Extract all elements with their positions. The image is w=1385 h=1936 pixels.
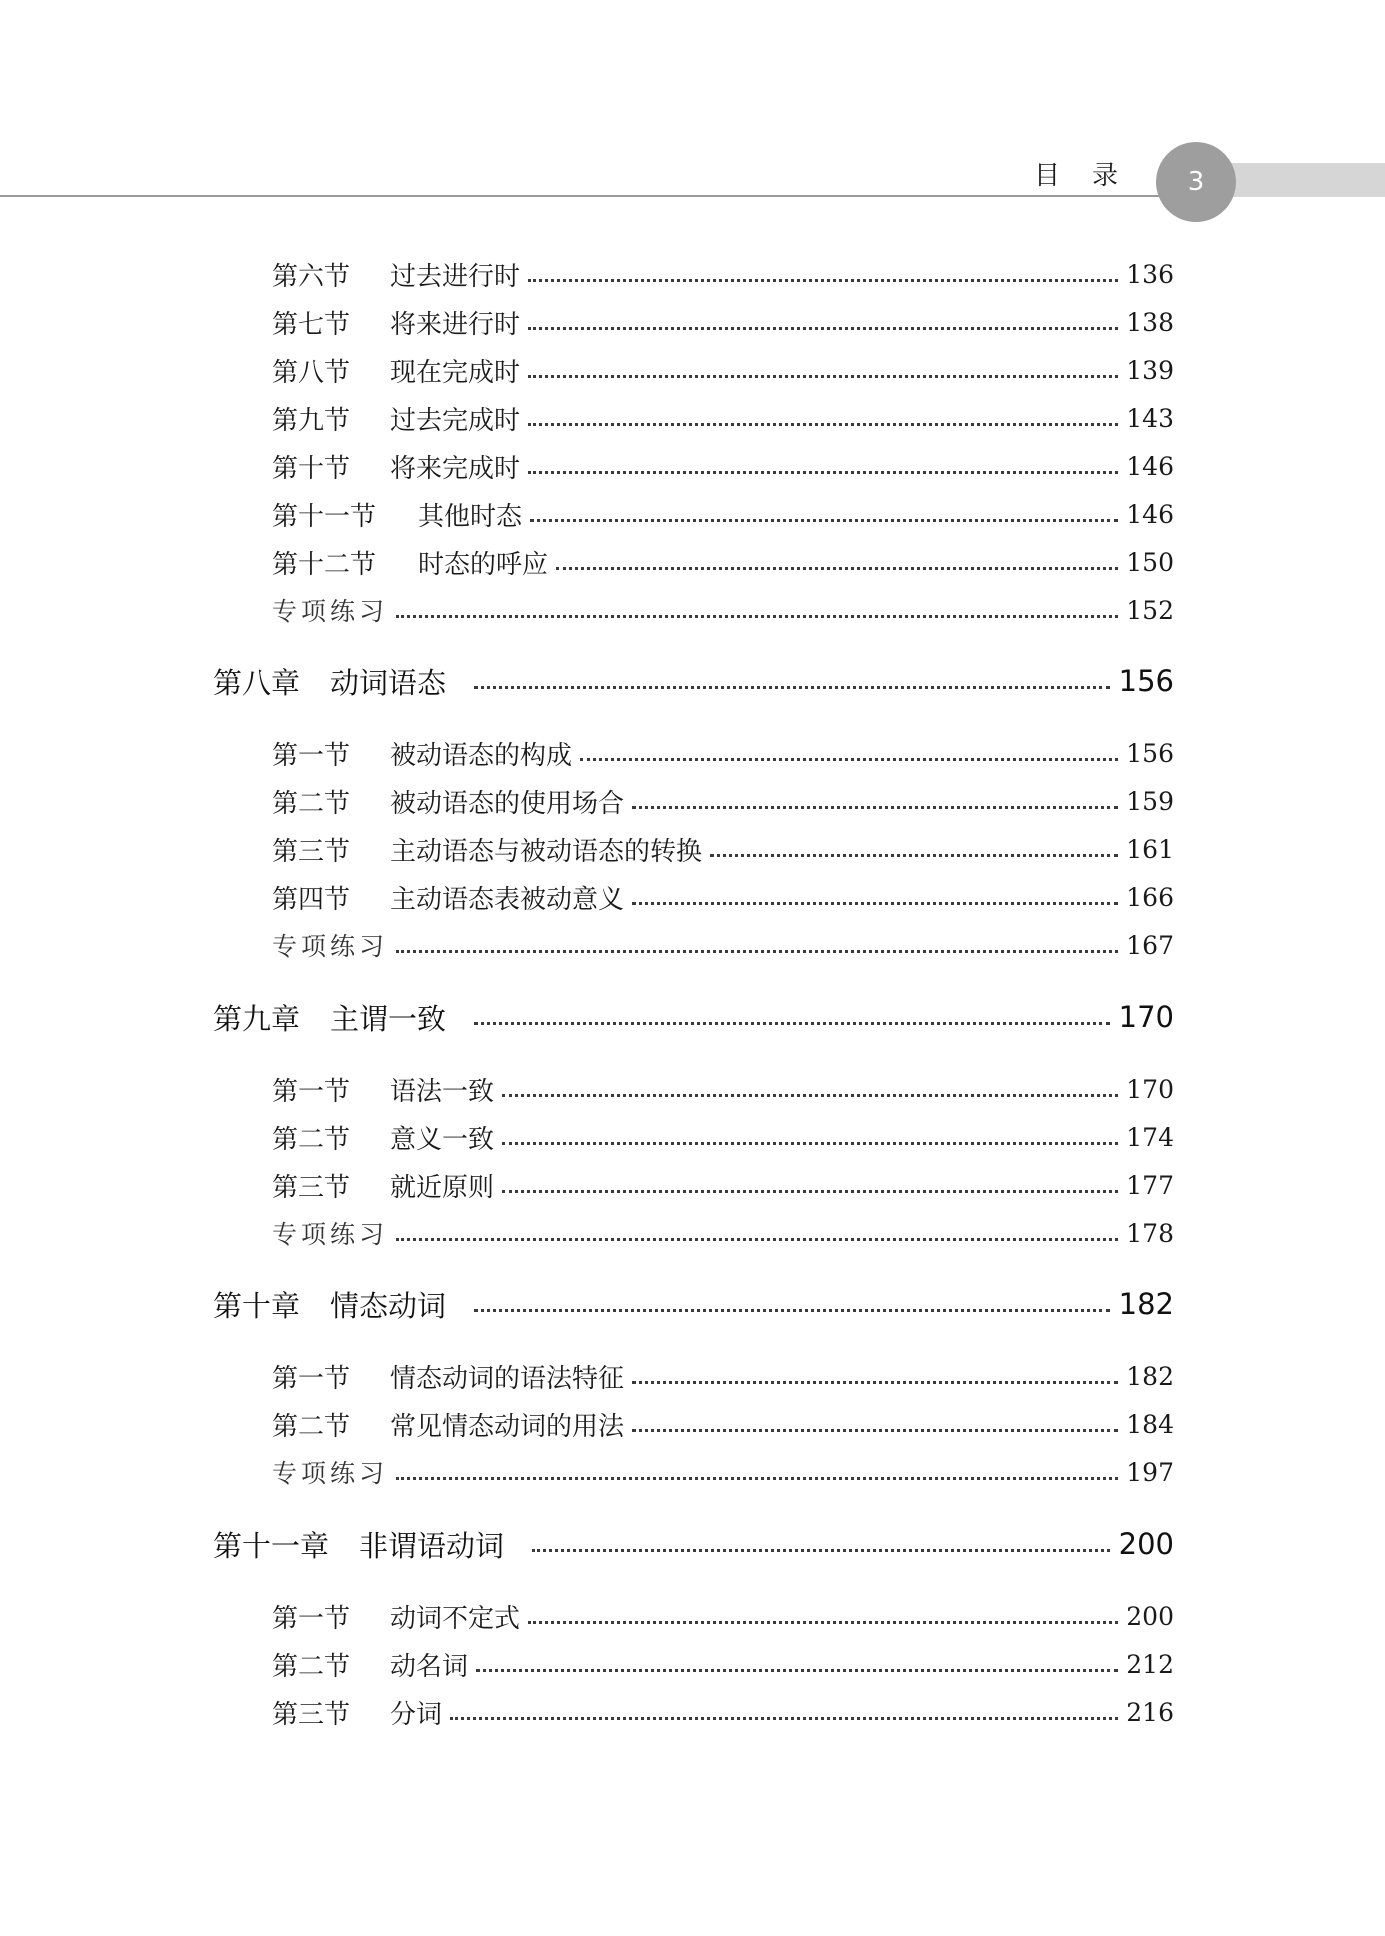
- toc-section-entry[interactable]: [0, 1069, 1174, 1109]
- toc-entry-label: [213, 1284, 446, 1325]
- toc-entry-label: [272, 448, 520, 485]
- toc-entry-number: 第十节: [272, 453, 351, 484]
- toc-entry-title: 主谓一致: [330, 1001, 447, 1036]
- toc-entry-page-number: 156: [1118, 664, 1174, 698]
- toc-entry-number: 第一节: [272, 1603, 351, 1634]
- toc-entry-page-number: 167: [1126, 930, 1174, 960]
- toc-entry-number: 第一节: [272, 740, 351, 771]
- toc-entry-page-number: 178: [1126, 1218, 1174, 1248]
- toc-entry-number: 第二节: [272, 1651, 351, 1682]
- toc-entry-number: 第十二节: [272, 549, 377, 580]
- toc-entry-number: 第十一节: [272, 501, 377, 532]
- toc-entry-page-number: 138: [1126, 307, 1174, 337]
- toc-entry-number: 第十一章: [213, 1528, 330, 1563]
- toc-chapter-entry[interactable]: [0, 997, 1174, 1037]
- toc-exercise-entry[interactable]: [0, 1452, 1174, 1492]
- toc-section-entry[interactable]: [0, 1692, 1174, 1732]
- toc-entry-label: [272, 783, 624, 820]
- toc-section-entry[interactable]: [0, 1404, 1174, 1444]
- toc-entry-label: [272, 1358, 624, 1395]
- dot-leader: [580, 758, 1118, 761]
- toc-entry-number: 第三节: [272, 836, 351, 867]
- toc-exercise-entry[interactable]: [0, 590, 1174, 630]
- toc-entry-page-number: 136: [1126, 259, 1174, 289]
- running-header-title: 目录: [1033, 161, 1150, 191]
- toc-section-entry[interactable]: [0, 1356, 1174, 1396]
- toc-entry-title: 其他时态: [418, 501, 523, 532]
- toc-entry-page-number: 197: [1126, 1457, 1174, 1487]
- dot-leader: [396, 1477, 1118, 1480]
- toc-entry-page-number: 200: [1126, 1601, 1174, 1631]
- toc-entry-number: 第九节: [272, 405, 351, 436]
- toc-section-entry[interactable]: [0, 254, 1174, 294]
- toc-entry-title: 将来进行时: [390, 309, 521, 340]
- toc-entry-number: 第二节: [272, 788, 351, 819]
- toc-entry-page-number: 177: [1126, 1170, 1174, 1200]
- toc-entry-title: 分词: [390, 1699, 443, 1730]
- dot-leader: [528, 423, 1118, 426]
- page-number-badge: 3: [1156, 142, 1236, 222]
- toc-entry-label: [272, 1454, 388, 1490]
- dot-leader: [474, 1309, 1110, 1312]
- toc-entry-page-number: 156: [1126, 738, 1174, 768]
- toc-entry-label: [272, 304, 520, 341]
- toc-section-entry[interactable]: [0, 446, 1174, 486]
- toc-exercise-entry[interactable]: [0, 1213, 1174, 1253]
- toc-entry-title: 专项练习: [272, 597, 389, 626]
- toc-entry-title: 语法一致: [390, 1076, 495, 1107]
- toc-entry-page-number: 166: [1126, 882, 1174, 912]
- dot-leader: [632, 806, 1118, 809]
- toc-section-entry[interactable]: [0, 1596, 1174, 1636]
- toc-entry-label: [272, 544, 548, 581]
- dot-leader: [632, 902, 1118, 905]
- toc-section-entry[interactable]: [0, 1644, 1174, 1684]
- toc-entry-page-number: 159: [1126, 786, 1174, 816]
- toc-entry-page-number: 184: [1126, 1409, 1174, 1439]
- toc-entry-number: 第一节: [272, 1363, 351, 1394]
- dot-leader: [556, 567, 1118, 570]
- toc-entry-title: 情态动词: [330, 1288, 447, 1323]
- toc-entry-page-number: 143: [1126, 403, 1174, 433]
- toc-chapter-entry[interactable]: [0, 661, 1174, 701]
- toc-entry-label: [272, 1598, 520, 1635]
- toc-entry-page-number: 146: [1126, 499, 1174, 529]
- toc-section-entry[interactable]: [0, 877, 1174, 917]
- toc-section-entry[interactable]: [0, 350, 1174, 390]
- toc-entry-title: 被动语态的构成: [390, 740, 573, 771]
- dot-leader: [530, 519, 1118, 522]
- toc-entry-label: [213, 1524, 504, 1565]
- toc-entry-title: 现在完成时: [390, 357, 521, 388]
- dot-leader: [710, 854, 1118, 857]
- toc-entry-number: 第三节: [272, 1172, 351, 1203]
- dot-leader: [528, 471, 1118, 474]
- toc-entry-label: [213, 661, 446, 702]
- toc-entry-title: 过去进行时: [390, 261, 521, 292]
- toc-entry-title: 动词不定式: [390, 1603, 521, 1634]
- toc-entry-page-number: 182: [1126, 1361, 1174, 1391]
- toc-entry-title: 就近原则: [390, 1172, 495, 1203]
- dot-leader: [528, 1621, 1118, 1624]
- toc-entry-number: 第七节: [272, 309, 351, 340]
- toc-entry-title: 被动语态的使用场合: [390, 788, 625, 819]
- toc-entry-title: 意义一致: [390, 1124, 495, 1155]
- toc-entry-page-number: 200: [1118, 1527, 1174, 1561]
- toc-section-entry[interactable]: [0, 542, 1174, 582]
- toc-section-entry[interactable]: [0, 781, 1174, 821]
- toc-entry-number: 第一节: [272, 1076, 351, 1107]
- toc-chapter-entry[interactable]: [0, 1524, 1174, 1564]
- toc-entry-label: [272, 831, 702, 868]
- toc-section-entry[interactable]: [0, 494, 1174, 534]
- toc-entry-title: 动词语态: [330, 665, 447, 700]
- toc-entry-label: [272, 352, 520, 389]
- toc-exercise-entry[interactable]: [0, 925, 1174, 965]
- dot-leader: [528, 327, 1118, 330]
- toc-entry-page-number: 212: [1126, 1649, 1174, 1679]
- toc-entry-label: [272, 879, 624, 916]
- toc-section-entry[interactable]: [0, 1117, 1174, 1157]
- dot-leader: [502, 1142, 1118, 1145]
- dot-leader: [502, 1190, 1118, 1193]
- toc-entry-title: 动名词: [390, 1651, 469, 1682]
- toc-entry-title: 常见情态动词的用法: [390, 1411, 625, 1442]
- toc-entry-number: 第二节: [272, 1124, 351, 1155]
- toc-entry-label: [272, 1646, 468, 1683]
- dot-leader: [474, 686, 1110, 689]
- toc-entry-page-number: 146: [1126, 451, 1174, 481]
- toc-section-entry[interactable]: [0, 302, 1174, 342]
- toc-entry-title: 非谓语动词: [359, 1528, 505, 1563]
- toc-entry-label: [272, 735, 572, 772]
- dot-leader: [632, 1429, 1118, 1432]
- toc-entry-title: 情态动词的语法特征: [390, 1363, 625, 1394]
- toc-entry-page-number: 174: [1126, 1122, 1174, 1152]
- toc-entry-number: 第八章: [213, 665, 301, 700]
- toc-entry-number: 第三节: [272, 1699, 351, 1730]
- toc-entry-label: [272, 927, 388, 963]
- toc-entry-title: 主动语态表被动意义: [390, 884, 625, 915]
- toc-entry-number: 第六节: [272, 261, 351, 292]
- dot-leader: [474, 1022, 1110, 1025]
- toc-entry-number: 第四节: [272, 884, 351, 915]
- toc-entry-title: 专项练习: [272, 1220, 389, 1249]
- toc-entry-page-number: 182: [1118, 1287, 1174, 1321]
- toc-section-entry[interactable]: [0, 733, 1174, 773]
- dot-leader: [528, 375, 1118, 378]
- dot-leader: [396, 1238, 1118, 1241]
- dot-leader: [528, 279, 1118, 282]
- toc-entry-label: [213, 997, 446, 1038]
- toc-chapter-entry[interactable]: [0, 1284, 1174, 1324]
- toc-entry-title: 将来完成时: [390, 453, 521, 484]
- dot-leader: [396, 950, 1118, 953]
- dot-leader: [502, 1094, 1118, 1097]
- toc-entry-label: [272, 1406, 624, 1443]
- toc-entry-label: [272, 1119, 494, 1156]
- toc-section-entry[interactable]: [0, 829, 1174, 869]
- toc-entry-label: [272, 1167, 494, 1204]
- toc-entry-label: [272, 400, 520, 437]
- toc-entry-title: 专项练习: [272, 1459, 389, 1488]
- toc-entry-page-number: 139: [1126, 355, 1174, 385]
- toc-entry-page-number: 161: [1126, 834, 1174, 864]
- toc-entry-title: 专项练习: [272, 932, 389, 961]
- toc-section-entry[interactable]: [0, 398, 1174, 438]
- toc-entry-label: [272, 592, 388, 628]
- toc-entry-number: 第八节: [272, 357, 351, 388]
- toc-entry-label: [272, 496, 522, 533]
- dot-leader: [396, 615, 1118, 618]
- dot-leader: [632, 1381, 1118, 1384]
- toc-entry-page-number: 170: [1126, 1074, 1174, 1104]
- toc-entry-number: 第十章: [213, 1288, 301, 1323]
- header-rule: [0, 195, 1180, 197]
- dot-leader: [532, 1549, 1110, 1552]
- toc-entry-page-number: 152: [1126, 595, 1174, 625]
- toc-section-entry[interactable]: [0, 1165, 1174, 1205]
- dot-leader: [476, 1669, 1118, 1672]
- toc-entry-page-number: 170: [1118, 1000, 1174, 1034]
- toc-entry-page-number: 150: [1126, 547, 1174, 577]
- toc-entry-number: 第二节: [272, 1411, 351, 1442]
- toc-entry-number: 第九章: [213, 1001, 301, 1036]
- toc-entry-title: 主动语态与被动语态的转换: [390, 836, 703, 867]
- toc-entry-page-number: 216: [1126, 1697, 1174, 1727]
- toc-entry-title: 过去完成时: [390, 405, 521, 436]
- toc-entry-label: [272, 1071, 494, 1108]
- dot-leader: [450, 1717, 1118, 1720]
- toc-entry-title: 时态的呼应: [418, 549, 549, 580]
- toc-entry-label: [272, 1215, 388, 1251]
- toc-entry-label: [272, 1694, 442, 1731]
- toc-entry-label: [272, 256, 520, 293]
